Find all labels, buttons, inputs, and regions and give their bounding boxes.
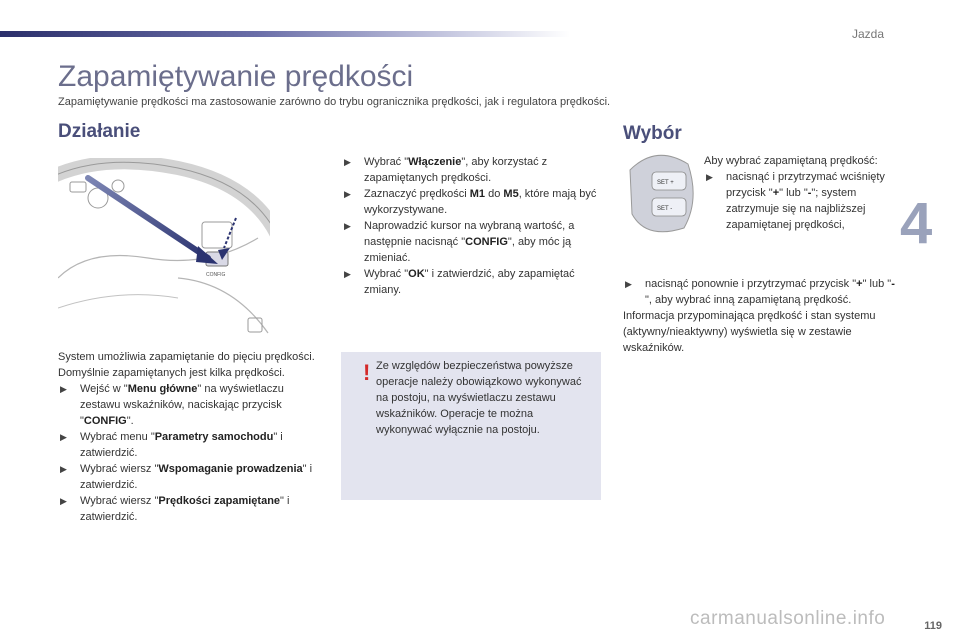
wybor-intro: Aby wybrać zapamiętaną prędkość: bbox=[704, 155, 878, 167]
wybor-intro-block bbox=[704, 153, 894, 233]
set-minus-label: SET - bbox=[657, 206, 673, 212]
header-gradient-bar bbox=[0, 31, 570, 37]
arrow-bullet-icon: ▶ bbox=[60, 384, 67, 394]
list-item: ▶ Wybrać menu "Parametry samochodu" i zatwierdzić. bbox=[60, 431, 283, 459]
page-subtitle: Zapamiętywanie prędkości ma zastosowanie zarówno do trybu ogranicznika prędkości, jak i regulatora prędkości. bbox=[58, 96, 611, 108]
arrow-bullet-icon: ▶ bbox=[60, 496, 67, 506]
heading-wybor: Wybór bbox=[623, 123, 682, 144]
dzialanie-steps-continued bbox=[342, 154, 604, 298]
chapter-number: 4 bbox=[900, 191, 933, 256]
arrow-bullet-icon: ▶ bbox=[60, 432, 67, 442]
wybor-step-list-2 bbox=[623, 276, 895, 308]
warning-exclamation-icon: ! bbox=[363, 360, 371, 385]
page-number: 119 bbox=[924, 620, 942, 632]
list-item: ▶ Wybrać wiersz "Prędkości zapamiętane" i zatwierdzić. bbox=[60, 495, 290, 523]
heading-dzialanie: Działanie bbox=[58, 121, 141, 142]
intro-line-1: System umożliwia zapamiętanie do pięciu prędkości. bbox=[58, 351, 315, 363]
safety-warning-text: Ze względów bezpieczeństwa powyższe operacje należy obowiązkowo wykonywać na postoju, na wyświetlaczu zestawu wskaźników. Operacje te można wykonywać wyłącznie na postoju. bbox=[376, 360, 582, 436]
arrow-bullet-icon: ▶ bbox=[60, 464, 67, 474]
dzialanie-steps-list bbox=[58, 381, 320, 525]
intro-line-2: Domyślnie zapamiętanych jest kilka prędkości. bbox=[58, 367, 285, 379]
arrow-bullet-icon: ▶ bbox=[625, 279, 632, 289]
list-item: ▶ Wybrać "OK" i zatwierdzić, aby zapamiętać zmiany. bbox=[344, 268, 575, 296]
list-item: ▶ Wybrać wiersz "Wspomaganie prowadzenia" i zatwierdzić. bbox=[60, 463, 313, 491]
arrow-bullet-icon: ▶ bbox=[706, 172, 713, 182]
section-name: Jazda bbox=[851, 27, 884, 41]
wybor-continued bbox=[623, 276, 895, 356]
list-item: ▶ Wybrać "Włączenie", aby korzystać z zapamiętanych prędkości. bbox=[344, 156, 548, 184]
steering-wheel-icon bbox=[58, 158, 270, 340]
wybor-info: Informacja przypominająca prędkość i stan systemu (aktywny/nieaktywny) wyświetla się w zestawie wskaźników. bbox=[623, 310, 876, 354]
watermark: carmanualsonline.info bbox=[690, 608, 886, 629]
config-button-label: CONFIG bbox=[206, 272, 226, 278]
set-buttons-illustration bbox=[626, 150, 698, 234]
arrow-bullet-icon: ▶ bbox=[344, 269, 351, 279]
page-title: Zapamiętywanie prędkości bbox=[58, 60, 414, 93]
list-item: ▶ Wejść w "Menu główne" na wyświetlaczu zestawu wskaźników, naciskając przycisk "CONFIG". bbox=[60, 383, 284, 427]
list-item: ▶ Zaznaczyć prędkości M1 do M5, które mają być wykorzystywane. bbox=[344, 188, 597, 216]
arrow-bullet-icon: ▶ bbox=[344, 157, 351, 167]
set-buttons-icon bbox=[626, 150, 698, 234]
dzialanie-steps-list-2 bbox=[342, 154, 604, 298]
wybor-step-list-1 bbox=[704, 169, 894, 233]
arrow-bullet-icon: ▶ bbox=[344, 221, 351, 231]
steering-wheel-illustration bbox=[58, 158, 270, 340]
arrow-bullet-icon: ▶ bbox=[344, 189, 351, 199]
dzialanie-intro bbox=[58, 349, 320, 525]
list-item: ▶ nacisnąć i przytrzymać wciśnięty przycisk "+" lub "-"; system zatrzymuje się na najbliższej zapamiętanej prędkości, bbox=[706, 171, 885, 231]
safety-warning-box bbox=[341, 352, 601, 500]
list-item: ▶ nacisnąć ponownie i przytrzymać przycisk "+" lub "-", aby wybrać inną zapamiętaną prędkość. bbox=[625, 278, 895, 306]
set-plus-label: SET + bbox=[657, 180, 674, 186]
list-item: ▶ Naprowadzić kursor na wybraną wartość, a następnie nacisnąć "CONFIG", aby móc ją zmieniać. bbox=[344, 220, 575, 264]
